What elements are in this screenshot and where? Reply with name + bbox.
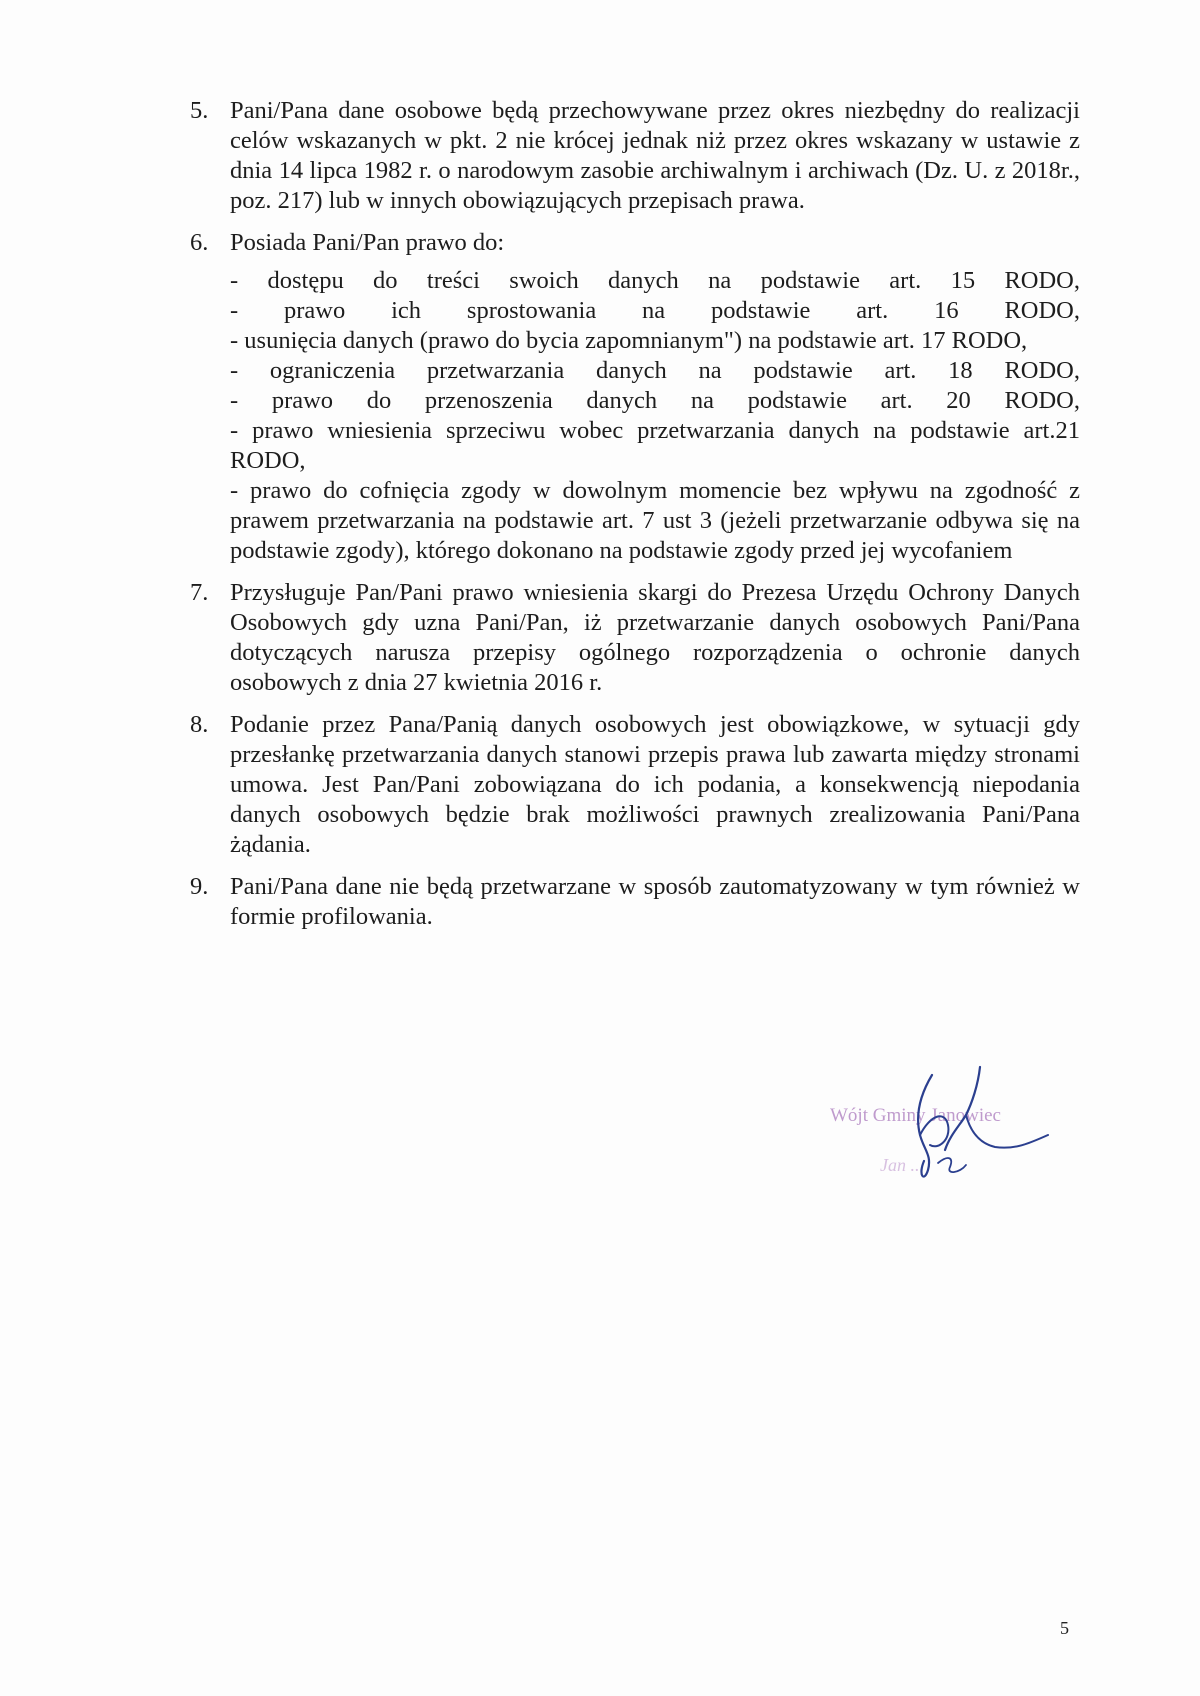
right-portability: - prawo do przenoszenia danych na podstawie art. 20 RODO, bbox=[230, 387, 1080, 414]
list-item-6 bbox=[190, 228, 1080, 258]
item-number: 6. bbox=[190, 229, 209, 256]
list-item-5 bbox=[190, 96, 1080, 216]
signature-block bbox=[820, 1055, 1060, 1195]
right-rectification: - prawo ich sprostowania na podstawie art. 16 RODO, bbox=[230, 297, 1080, 324]
right-withdraw-consent: - prawo do cofnięcia zgody w dowolnym momencie bez wpływu na zgodność z prawem przetwarzania na podstawie art. 7 ust 3 (jeżeli przetwarzanie odbywa się na podstawie zgody), którego dokonano na podstawie zgody przed jej wycofaniem bbox=[230, 477, 1080, 564]
item-text: Pani/Pana dane nie będą przetwarzane w sposób zautomatyzowany w tym również w formie profilowania. bbox=[230, 873, 1080, 930]
item-number: 5. bbox=[190, 97, 209, 124]
right-erasure: - usunięcia danych (prawo do bycia zapomnianym") na podstawie art. 17 RODO, bbox=[230, 327, 1028, 354]
right-restriction: - ograniczenia przetwarzania danych na podstawie art. 18 RODO, bbox=[230, 357, 1080, 384]
stamp-name: Jan ... bbox=[880, 1155, 924, 1175]
item-number: 8. bbox=[190, 711, 209, 738]
page-number: 5 bbox=[1060, 1618, 1069, 1638]
item-text: Pani/Pana dane osobowe będą przechowywane przez okres niezbędny do realizacji celów wskazanych w pkt. 2 nie krócej jednak niż przez okres wskazany w ustawie z dnia 14 lipca 1982 r. o narodowym zasobie archiwalnym i archiwach (Dz. U. z 2018r., poz. 217) lub w innych obowiązujących przepisach prawa. bbox=[230, 97, 1080, 214]
item-number: 9. bbox=[190, 873, 209, 900]
item-text: Posiada Pani/Pan prawo do: bbox=[230, 229, 505, 256]
list-item-9 bbox=[190, 872, 1080, 932]
list-item-7 bbox=[190, 578, 1080, 698]
document-body bbox=[190, 96, 1080, 944]
handwritten-signature bbox=[820, 1055, 1060, 1195]
item-text: Przysługuje Pan/Pani prawo wniesienia skargi do Prezesa Urzędu Ochrony Danych Osobowych gdy uzna Pani/Pan, iż przetwarzanie danych osobowych Pani/Pana dotyczących narusza przepisy ogólnego rozporządzenia o ochronie danych osobowych z dnia 27 kwietnia 2016 r. bbox=[230, 579, 1080, 696]
item-text: Podanie przez Pana/Panią danych osobowych jest obowiązkowe, w sytuacji gdy przesłankę przetwarzania danych stanowi przepis prawa lub zawarta między stronami umowa. Jest Pan/Pani zobowiązana do ich podania, a konsekwencją niepodania danych osobowych będzie brak możliwości prawnych zrealizowania Pani/Pana żądania. bbox=[230, 711, 1080, 858]
rights-list bbox=[190, 266, 1080, 566]
right-objection: - prawo wniesienia sprzeciwu wobec przetwarzania danych na podstawie art.21 RODO, bbox=[230, 417, 1080, 474]
item-number: 7. bbox=[190, 579, 209, 606]
stamp-title: Wójt Gminy Janowiec bbox=[830, 1105, 1001, 1126]
right-access: - dostępu do treści swoich danych na podstawie art. 15 RODO, bbox=[230, 267, 1080, 294]
list-item-8 bbox=[190, 710, 1080, 860]
